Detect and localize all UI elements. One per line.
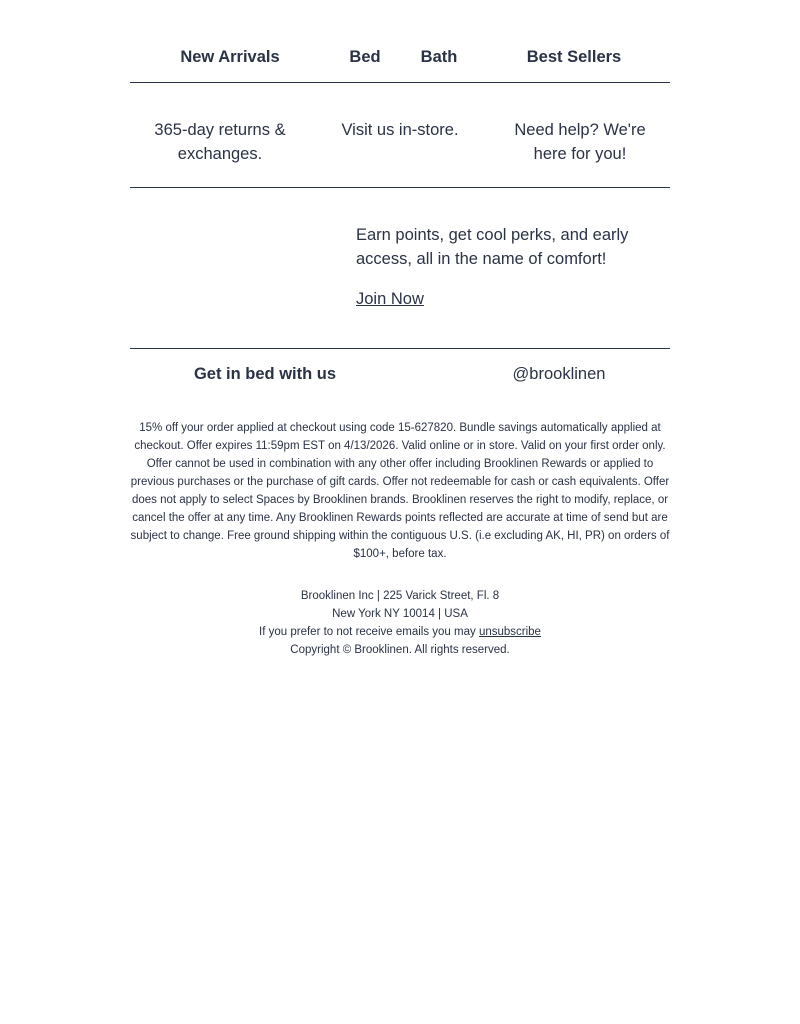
nav-link-bed[interactable]: Bed	[349, 48, 381, 66]
divider	[130, 348, 670, 349]
divider	[130, 187, 670, 188]
nav-link-bath[interactable]: Bath	[420, 48, 458, 66]
rewards-description: Earn points, get cool perks, and early access, all in the name of comfort!	[356, 226, 629, 268]
join-now-link[interactable]: Join Now	[356, 290, 424, 308]
unsubscribe-link[interactable]: unsubscribe	[478, 626, 541, 638]
offer-disclaimer: 15% off your order applied at checkout using code 15-627820. Bundle savings automatically applied at checkout. Offer expires 11:59pm EST on 4/13/2026. Valid online or in store. Valid on your first order only. Offer cannot be used in combination with any other offer including Brooklinen Rewards or applied to previous purchases or the purchase of gift cards. Offer not redeemable for cash or cash equivalents. Offer does not apply to select Spaces by Brooklinen brands. Brooklinen reserves the right to modify, replace, or cancel the offer at any time. Any Brooklinen Rewards points reflected are accurate at time of send but are subject to change. Free ground shipping within the contiguous U.S. (i.e excluding AK, HI, PR) on orders of $100+, before tax.	[130, 422, 670, 560]
divider	[130, 82, 670, 83]
returns-link[interactable]: 365-day returns & exchanges.	[154, 121, 286, 163]
in-store-link[interactable]: Visit us in-store.	[341, 121, 459, 139]
footer-info	[130, 587, 670, 659]
address-line-1: Brooklinen Inc | 225 Varick Street, Fl. 8	[300, 590, 500, 602]
social-heading: Get in bed with us	[193, 365, 337, 383]
nav-link-new-arrivals[interactable]: New Arrivals	[180, 48, 280, 66]
instagram-handle-link[interactable]: @brooklinen	[512, 365, 606, 383]
nav-link-best-sellers[interactable]: Best Sellers	[526, 48, 622, 66]
address-line-2: New York NY 10014 | USA	[332, 608, 468, 620]
category-nav	[130, 48, 670, 72]
unsubscribe-prefix: If you prefer to not receive emails you may	[259, 626, 479, 638]
unsubscribe-line	[130, 623, 670, 641]
copyright: Copyright © Brooklinen. All rights reserved.	[290, 644, 510, 656]
help-link[interactable]: Need help? We're here for you!	[514, 121, 646, 163]
